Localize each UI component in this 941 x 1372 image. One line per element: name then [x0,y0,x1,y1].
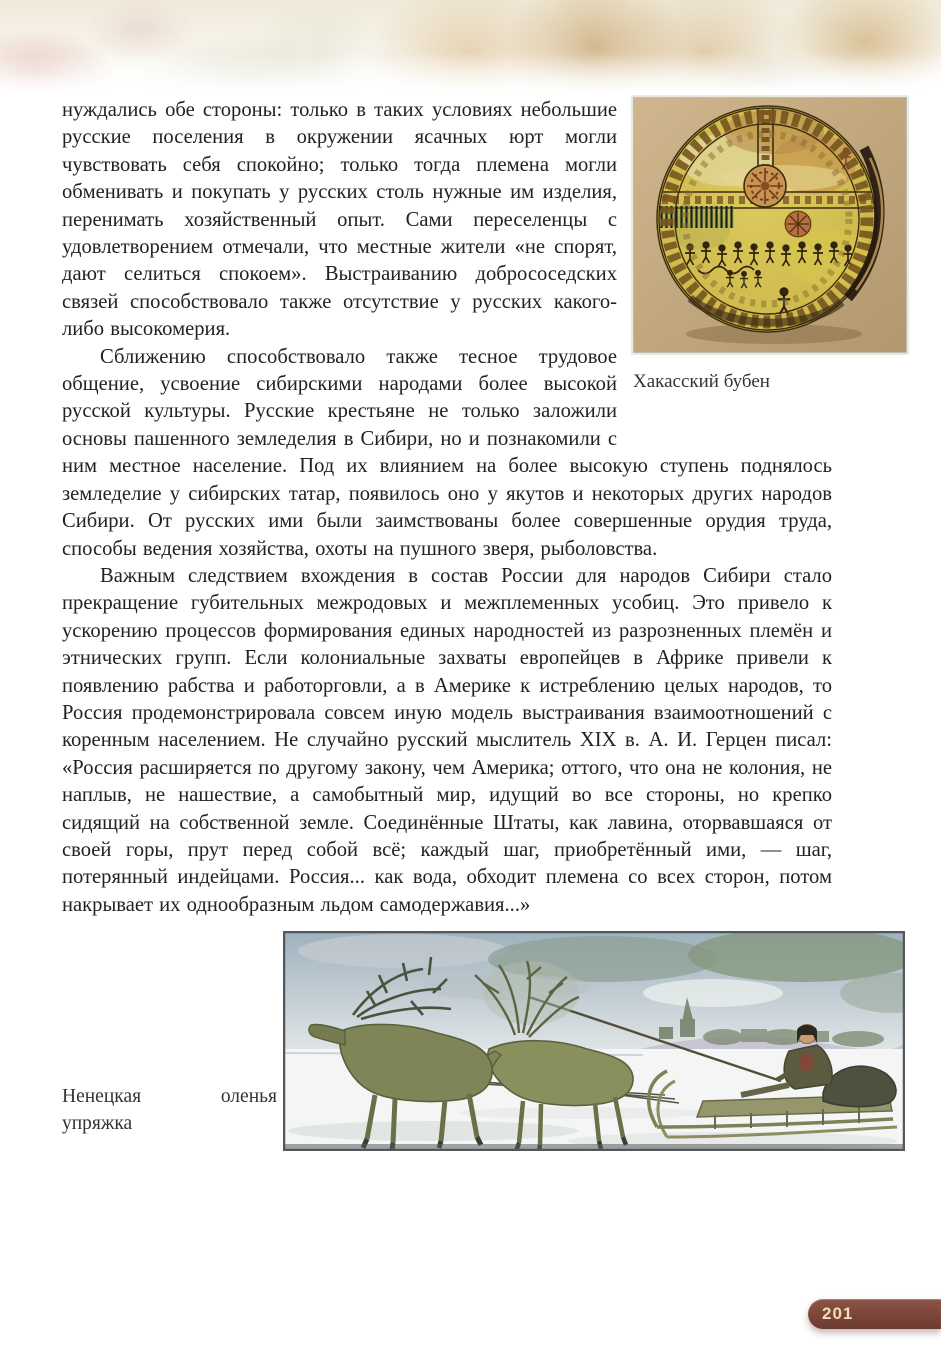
khakas-drum-photo [633,97,907,353]
drum-caption: Хакасский бубен [633,371,770,392]
page-number-badge [808,1299,941,1329]
figure-sled [62,931,905,1159]
page-number: 201 [822,1304,854,1323]
sled-caption: Ненецкая оленья упряжка [62,1086,277,1135]
body-paragraph: Сближению способствовало также тесное трудовое общение, усвоение сибирскими народами более высокой русской культуры. Русские крестьяне не только заложили основы пашенного земледелия в Сибири, но и познакомили с ним местное население. Под их влиянием на более высокую ступень поднялось земледелие у сибирских татар, появилось оно у якутов и некоторых других народов Сибири. От русских ими были заимствованы более совершенные орудия труда, способы ведения хозяйства, охоты на пушного зверя, рыболовства. [62,345,832,560]
header-artwork [0,0,941,96]
body-paragraph: нуждались обе стороны: только в таких условиях небольшие русские поселения в окружении ясачных юрт могли чувствовать себя спокойно; только тогда племена могли обменивать и покупать у русских столь нужные им изделия, перенимать хозяйственный опыт. Сами переселенцы с удовлетворением отмечали, что местные жители «не спорят, дают селиться спокоем». Выстраиванию добрососедских связей способствовало также отсутствие у русских какого-либо высокомерия. [62,99,617,341]
body-text-column [62,97,905,1159]
body-paragraph: Важным следствием вхождения в состав России для народов Сибири стало прекращение губительных межродовых и межплеменных усобиц. Это привело к ускорению процессов формирования единых народностей из разрозненных племён и этнических групп. Если колониальные захваты европейцев в Африке привели к появлению рабства и работорговли, а в Америке к истреблению целых народов, то Россия продемонстрировала совсем иную модель выстраивания взаимоотношений с коренным населением. Не случайно русский мыслитель XIX в. А. И. Герцен писал: «Россия расширяется по другому закону, чем Америка; оттого, что она не колония, не наплыв, не нашествие, а самобытный мир, идущий во все стороны, но крепко сидящий на собственной земле. Соединённые Штаты, как лавина, оторвавшаяся от своей горы, прут перед собой всё; каждый шаг, приобретённый ими, — шаг, потерянный индейцами. Россия... как вода, обходит племена со всех сторон, потом накрывает их однообразным льдом самодержавия...» [62,564,832,916]
reindeer-sled-illustration [283,931,905,1151]
header-tower-shape [296,8,312,66]
figure-drum [617,97,905,431]
